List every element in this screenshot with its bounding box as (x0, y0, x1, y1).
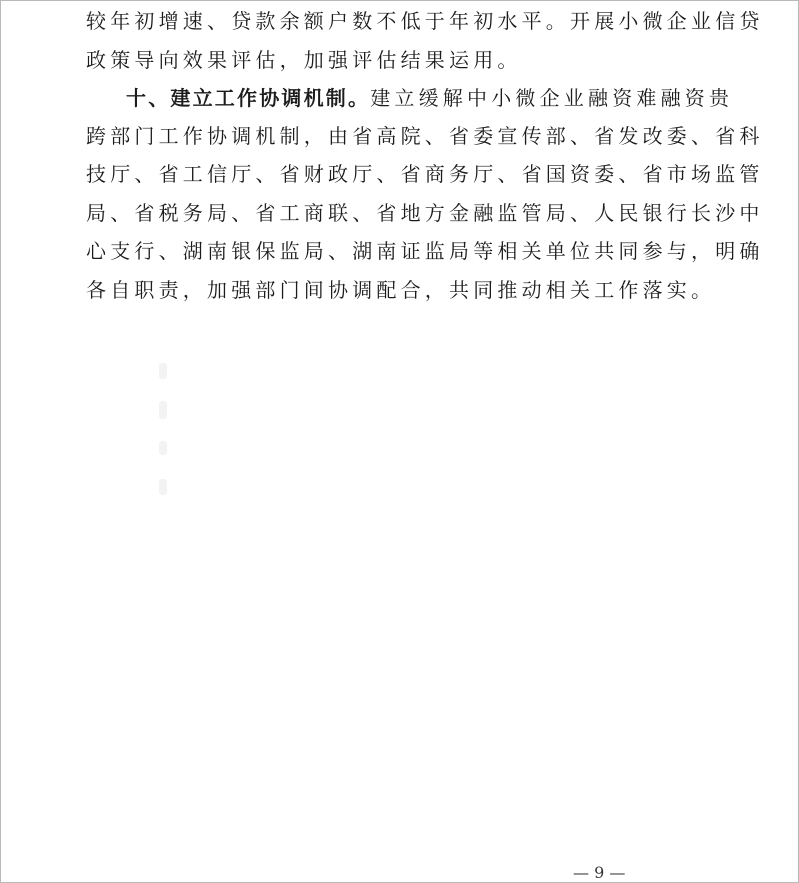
section-10-line-4: 局、省税务局、省工商联、省地方金融监管局、人民银行长沙中 (86, 201, 764, 225)
show-through-mark (159, 479, 167, 495)
paragraph-9-line-2: 政策导向效果评估，加强评估结果运用。 (86, 48, 522, 72)
show-through-mark (159, 401, 167, 419)
section-10-first-line (126, 83, 733, 113)
section-10-line-6: 各自职责，加强部门间协调配合，共同推动相关工作落实。 (86, 278, 716, 302)
page-number: — 9 — (573, 863, 626, 882)
section-10-heading: 十、建立工作协调机制。 (126, 86, 371, 110)
section-10-line-3: 技厅、省工信厅、省财政厅、省商务厅、省国资委、省市场监管 (86, 162, 764, 186)
show-through-mark (159, 363, 167, 379)
section-10-first-line-text: 建立缓解中小微企业融资难融资贵 (370, 86, 734, 110)
paragraph-9-line-1: 较年初增速、贷款余额户数不低于年初水平。开展小微企业信贷 (86, 9, 764, 33)
section-10-line-2: 跨部门工作协调机制，由省高院、省委宣传部、省发改委、省科 (86, 124, 764, 148)
show-through-mark (159, 441, 167, 455)
section-10-line-5: 心支行、湖南银保监局、湖南证监局等相关单位共同参与，明确 (86, 239, 764, 263)
